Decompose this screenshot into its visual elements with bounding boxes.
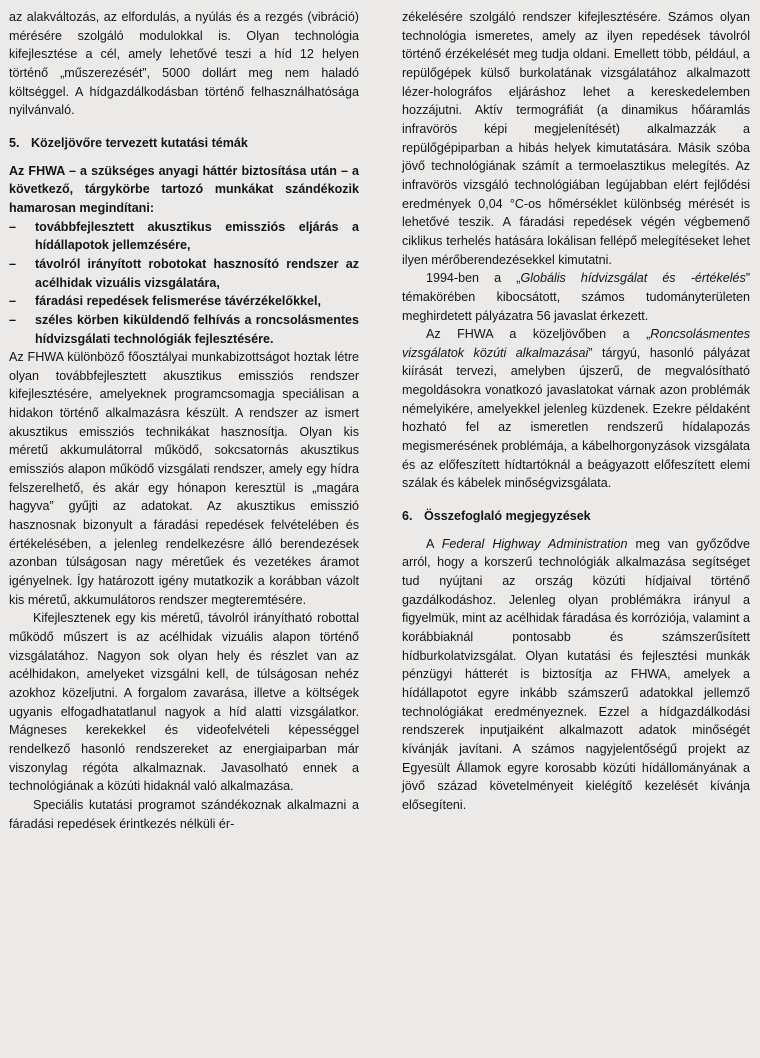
special-research-paragraph-continued: zékelésére szolgáló rendszer kifejlesztésére. Számos olyan technológia ismeretes, amely az ilyen repedések távolról történő érzékelését meg tudja oldani. Emellett több, például, a repülőgépek külső burkolatának vizsgálatához alkalmazott lézer-holográfos eljáráshoz lehet a kereskedelemben hozzájutni. Aktív termográfiát (a dinamikus hőáramlás infravörös képi megjelenítését) alkalmazzák a repülőgépiparban a hibás helyek kimutatására. Másik szóba jövő technológiának számít a termoelasztikus melegítés. Az infravörös vizsgáló technológiában legújabban elért fejlődési eredmények 0,04 °C-os hőmérséklet különbség mérését is lehetővé teszik. A fáradási repedések végén végbemenő ciklikus terhelés hatására lokálisan fellépő melegítéseket lehet ilyen mérőberendezésekkel kimutatni. <box>402 10 750 267</box>
list-item-text: továbbfejlesztett akusztikus emissziós eljárás a hídállapotok jellemzésére, <box>35 219 359 253</box>
list-item <box>9 311 359 348</box>
section-6-heading <box>402 507 750 526</box>
left-column <box>9 8 359 833</box>
intro-paragraph: az alakváltozás, az elfordulás, a nyúlás és a rezgés (vibráció) mérésére szolgáló modulokkal is. Olyan technológia kifejlesztése a cél, amely lehetővé teszi a híd 12 helyen történő „műszerezését”, 5000 dollárt meg nem haladó költséggel. A hídgazdálkodásban történő felhasználhatósága nyilvánvaló. <box>9 10 359 118</box>
list-item-text: széles körben kiküldendő felhívás a roncsolásmentes hídvizsgálati technológiák fejlesztésére. <box>35 312 359 346</box>
dash-bullet: – <box>9 294 16 309</box>
fhwa-intro-paragraph: Az FHWA – a szükséges anyagi háttér biztosítása után – a következő, tárgykörbe tartozó munkákat szándékozik hamarosan megindítani: <box>9 163 359 215</box>
upcoming-tender-suffix: ” tárgyú, hasonló pályázat kiírását tervezi, amelyben újszerű, de megvalósítható megoldásokra vonatkozó javaslatokat várnak azon problémák némelyikére, amelyekkel jelenleg küzdenek. Ezekre példaként hozható fel az ismeretlen rendszerű hídalapozás megismerésének problémája, a kábelhorgonyzások vizsgálata és az előfeszített hídtartóknál a beágyazott előfeszített elemi szálak és kábelek minőségvizsgálata. <box>402 345 750 491</box>
section-6-number: 6. <box>402 509 413 524</box>
proposal-1994-suffix: ” témakörében kibocsátott, számos tudományterületen meghirdetett pályázatra 56 javaslat érkezett. <box>402 271 750 323</box>
right-column <box>402 8 750 815</box>
upcoming-tender-prefix: Az FHWA a közeljövőben a „ <box>426 327 651 342</box>
list-item <box>9 218 359 255</box>
summary-prefix: A <box>426 536 442 551</box>
list-item-text: távolról irányított robotokat hasznosító rendszer az acélhidak vizuális vizsgálatára, <box>35 256 359 290</box>
summary-paragraph <box>402 535 750 815</box>
dash-bullet: – <box>9 219 16 234</box>
section-6-title: Összefoglaló megjegyzések <box>424 509 591 524</box>
list-item <box>9 292 359 311</box>
summary-suffix: meg van győződve arról, hogy a korszerű technológiák alkalmazása segítséget tud nyújtani az ország közúti hídjaival történő gazdálkodáshoz. Jelenleg olyan problémákra irányul a figyelmük, mint az acélhidak fáradása és korróziója, valamint a korábbiaknál pontosabb és számszerűsített hídburkolatvizsgálat. Olyan kutatási és fejlesztési munkák pénzügyi hátterét is biztosítja az FHWA, amelyek a hídállapotot egyre inkább számszerű adatokkal jellemző technológiákat eredményeznek. Ezzel a hídgazdálkodási rendszerek inputjaiként alkalmazott adatok minőségét kívánják javítani. A számos nagyjelentőségű projekt az Egyesült Államok egyre korosabb közúti hídállományának a jövő század követelményeit kielégítő kezelését kívánja elősegíteni. <box>402 536 750 812</box>
dash-bullet: – <box>9 256 16 271</box>
special-research-paragraph-start: Speciális kutatási programot szándékoznak alkalmazni a fáradási repedések érintkezés nélküli ér- <box>9 797 359 831</box>
proposal-1994-prefix: 1994-ben a „ <box>426 271 521 286</box>
proposal-1994-paragraph <box>402 269 750 325</box>
planned-research-list <box>9 218 359 349</box>
section-5-heading <box>9 134 359 153</box>
section-5-title: Közeljövőre tervezett kutatási témák <box>31 135 248 150</box>
dash-bullet: – <box>9 312 16 327</box>
upcoming-tender-title: Roncsolásmentes vizsgálatok közúti alkalmazásai <box>402 327 750 360</box>
robot-inspection-paragraph: Kifejlesztenek egy kis méretű, távolról irányítható robottal működő műszert is az acélhidak vizuális alapon történő vizsgálatához. Nagyon sok olyan hely és részlet van az acélhidakon, amelyeket vizsgálni kell, de túlságosan nehéz azokhoz közeljutni. A forgalom zavarása, illetve a költségek ugyanis elfogadhatatlanul nagyok a híd alatti vizsgálatkor. Mágneses kerekekkel és videofelvételi képességgel rendelkező hasonló rendszereket az energiaiparban már viszonylag régóta alkalmaznak. Javasolható ennek a technológiának a közúti hidaknál való alkalmazása. <box>9 611 359 794</box>
section-5-number: 5. <box>9 135 20 150</box>
upcoming-tender-paragraph <box>402 325 750 493</box>
acoustic-emission-paragraph: Az FHWA különböző főosztályai munkabizottságot hoztak létre olyan továbbfejlesztett akusztikus emissziós rendszer kifejlesztésére, amelyeknek programcsomagja speciálisan a hidakon történő alkalmazásra készült. A rendszer az ismert akusztikus emissziós technikákat hasznosítja. Olyan kis méretű akkumulátorral működő, sokcsatornás akusztikus emissziós alapon működő vizsgálati rendszer, amely egy hídra felszerelhető, és akár egy hónapon keresztül is „magára hagyva” gyűjti az adatokat. Az akusztikus emisszió hasznosnak bizonyult a fáradási repedések felvételében és értékelésében, a jelenleg rendelkezésre álló berendezések azonban túlságosan nagy méretűek és vezetékes áramot igényelnek. Így határozott igény mutatkozik a korábban vázolt kis méretű, akkumulátoros rendszer megteremtésére. <box>9 350 359 607</box>
proposal-1994-title: Globális hídvizsgálat és -értékelés <box>520 271 746 286</box>
list-item <box>9 255 359 292</box>
summary-agency-name: Federal Highway Administration <box>441 536 628 551</box>
list-item-text: fáradási repedések felismerése távérzékelőkkel, <box>35 294 321 309</box>
